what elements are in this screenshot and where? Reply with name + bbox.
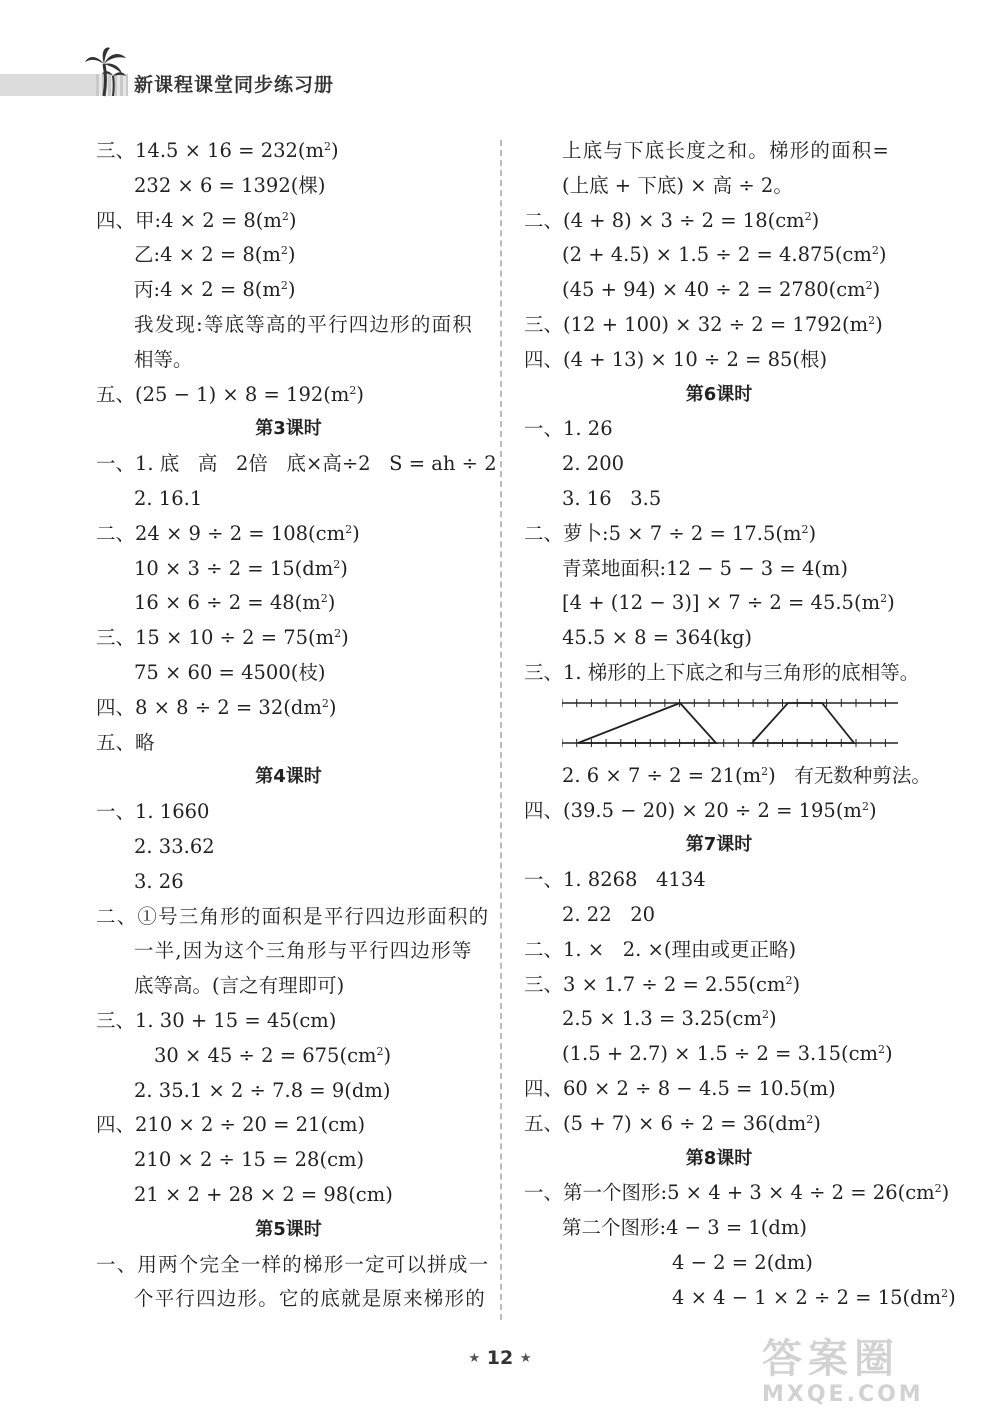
answer-text: 第3课时 (255, 418, 322, 440)
answer-text-tail: ) (948, 1285, 956, 1309)
answer-text: 二、①号三角形的面积是平行四边形面积的 (96, 904, 490, 928)
answer-text: 75 × 60 = 4500(枝) (134, 660, 326, 684)
lesson-heading (96, 412, 481, 447)
answer-text: 我发现:等底等高的平行四边形的面积 (134, 312, 473, 336)
answer-text-tail: ) (868, 798, 877, 822)
answer-text: 四、60 × 2 ÷ 8 − 4.5 = 10.5(m) (524, 1076, 836, 1100)
answer-text: 4 − 2 = 2(dm) (672, 1250, 813, 1274)
superscript: 2 (806, 1112, 814, 1126)
answer-text-tail: ) (287, 243, 296, 267)
answer-line (96, 134, 481, 169)
column-divider (500, 140, 502, 1320)
answer-text: 二、1. × 2. ×(理由或更正略) (524, 937, 797, 961)
answer-line (524, 552, 914, 587)
answer-text: 16 × 6 ÷ 2 = 48(m (134, 591, 321, 615)
answer-line (524, 1072, 914, 1107)
answer-text: 一半,因为这个三角形与平行四边形等 (134, 939, 473, 963)
answer-text: 30 × 45 ÷ 2 = 675(cm (154, 1043, 377, 1067)
answer-line (96, 238, 481, 273)
answer-line (524, 308, 914, 343)
answer-line (524, 1211, 914, 1246)
answer-line (96, 900, 490, 935)
answer-text: 三、1. 30 + 15 = 45(cm) (96, 1008, 337, 1032)
answer-text: 一、1. 26 (524, 417, 613, 441)
answer-line (96, 1074, 481, 1109)
answer-line (96, 1039, 481, 1074)
superscript: 2 (934, 1182, 942, 1196)
superscript: 2 (281, 209, 289, 223)
superscript: 2 (280, 279, 288, 293)
superscript: 2 (868, 313, 876, 327)
answer-text: 三、14.5 × 16 = 232(m (96, 139, 325, 162)
superscript: 2 (804, 209, 812, 223)
answer-text-tail: ) (356, 382, 364, 406)
answer-line (96, 308, 481, 343)
answer-line (96, 1248, 490, 1283)
star-icon: ★ (468, 1351, 481, 1366)
answer-line (96, 1004, 481, 1039)
answer-text: 底等高。(言之有理即可) (134, 974, 345, 998)
answer-text-tail: ) (327, 591, 336, 615)
answer-line (96, 517, 481, 552)
answer-line (96, 482, 481, 517)
answer-line (524, 586, 914, 621)
answer-text: 一、1. 1660 (96, 800, 210, 824)
answer-text: 2. 35.1 × 2 ÷ 7.8 = 9(dm) (134, 1078, 391, 1102)
answer-line (524, 482, 914, 517)
answer-text-tail: ) 有无数种剪法。 (768, 763, 931, 787)
lesson-heading (524, 1142, 914, 1177)
answer-line (524, 898, 914, 933)
lesson-heading (96, 1213, 481, 1248)
answer-line (524, 343, 914, 378)
answer-text-tail: ) (768, 1007, 777, 1031)
answer-text: 一、1. 底 高 2倍 底×高÷2 S = ah ÷ 2 (96, 452, 497, 476)
answer-text: 相等。 (134, 347, 193, 371)
answer-line (96, 969, 481, 1004)
answer-text: 四、210 × 2 ÷ 20 = 21(cm) (96, 1113, 366, 1137)
answer-text: 3. 26 (134, 869, 184, 893)
answer-text: 2. 22 20 (562, 902, 656, 926)
answer-line (524, 134, 914, 169)
answer-text: 第6课时 (685, 383, 753, 405)
answer-text: 四、(4 + 13) × 10 ÷ 2 = 85(根) (524, 347, 828, 371)
answer-text: 个平行四边形。它的底就是原来梯形的 (134, 1287, 486, 1311)
answer-text: 232 × 6 = 1392(棵) (134, 173, 326, 197)
answer-text-tail: ) (872, 278, 881, 302)
superscript: 2 (861, 799, 869, 813)
answer-text: 第二个图形:4 − 3 = 1(dm) (562, 1216, 807, 1240)
answer-text: 四、8 × 8 ÷ 2 = 32(dm (96, 695, 322, 719)
answer-text-tail: ) (887, 591, 895, 615)
answer-text: 2.5 × 1.3 = 3.25(cm (562, 1007, 762, 1031)
answer-text-tail: ) (885, 1042, 893, 1066)
answer-text-tail: ) (813, 1111, 821, 1135)
answer-text-tail: ) (340, 556, 348, 580)
answer-line (524, 1037, 914, 1072)
answer-text: 四、甲:4 × 2 = 8(m (96, 208, 282, 232)
answer-text-tail: ) (352, 521, 360, 545)
answer-line (96, 552, 481, 587)
answer-line (96, 865, 481, 900)
trapezoid-triangle-figure (562, 695, 914, 757)
answer-text: 第7课时 (685, 834, 753, 856)
superscript: 2 (345, 522, 353, 536)
page-number-value: 12 (486, 1347, 514, 1369)
answer-line (96, 1108, 481, 1143)
answer-line (96, 934, 481, 969)
trapezoid-shape (752, 703, 854, 743)
answer-text: 三、15 × 10 ÷ 2 = 75(m (96, 626, 335, 650)
answer-line (524, 169, 914, 204)
answer-line (96, 169, 481, 204)
answer-text: 上底与下底长度之和。梯形的面积= (562, 139, 891, 162)
answer-line (96, 726, 481, 761)
answer-line (524, 656, 920, 691)
superscript: 2 (785, 973, 793, 987)
answer-line (524, 863, 914, 898)
answer-line (524, 794, 914, 829)
header-stripe-solid (0, 74, 96, 96)
book-title: 新课程课堂同步练习册 (128, 72, 340, 98)
lesson-heading (524, 828, 914, 863)
answer-line (524, 759, 931, 794)
lesson-heading (96, 760, 481, 795)
answer-line (524, 412, 914, 447)
answer-line (96, 378, 481, 413)
answer-text: 青菜地面积:12 − 5 − 3 = 4(m) (562, 556, 849, 580)
answer-text: 乙:4 × 2 = 8(m (134, 243, 281, 267)
figure-svg (562, 695, 898, 757)
answer-line (524, 517, 914, 552)
answer-text: 第5课时 (255, 1218, 322, 1240)
answer-text: (1.5 + 2.7) × 1.5 ÷ 2 = 3.15(cm (562, 1042, 879, 1066)
superscript: 2 (280, 244, 288, 258)
answer-text-tail: ) (287, 278, 296, 302)
answer-text-tail: ) (331, 139, 339, 162)
superscript: 2 (349, 383, 357, 397)
triangle-shape (578, 703, 716, 743)
answer-line (524, 933, 914, 968)
answer-line (96, 1282, 486, 1317)
answer-line (96, 204, 481, 239)
superscript: 2 (880, 592, 888, 606)
answer-text: 五、(25 − 1) × 8 = 192(m (96, 382, 350, 406)
answer-text: (45 + 94) × 40 ÷ 2 = 2780(cm (562, 278, 866, 302)
superscript: 2 (761, 764, 769, 778)
answer-text: 21 × 2 + 28 × 2 = 98(cm) (134, 1182, 393, 1206)
answer-text: (2 + 4.5) × 1.5 ÷ 2 = 4.875(cm (562, 243, 872, 267)
superscript: 2 (324, 140, 332, 153)
superscript: 2 (878, 1043, 886, 1057)
answer-text: 二、(4 + 8) × 3 ÷ 2 = 18(cm (524, 208, 805, 232)
answer-text: 一、用两个完全一样的梯形一定可以拼成一 (96, 1252, 490, 1276)
answer-text: 3. 16 3.5 (562, 486, 662, 510)
answer-text: 45.5 × 8 = 364(kg) (562, 626, 753, 650)
answer-line (96, 447, 497, 482)
answer-text: 二、24 × 9 ÷ 2 = 108(cm (96, 521, 346, 545)
answer-text: 第8课时 (685, 1147, 753, 1169)
answer-line (524, 273, 914, 308)
superscript: 2 (941, 1286, 949, 1300)
answer-text: 一、第一个图形:5 × 4 + 3 × 4 ÷ 2 = 26(cm (524, 1181, 935, 1205)
answer-line (524, 621, 914, 656)
answer-line (524, 447, 914, 482)
answer-line (96, 691, 481, 726)
answer-text: 四、(39.5 − 20) × 20 ÷ 2 = 195(m (524, 798, 862, 822)
answer-text: [4 + (12 − 3)] × 7 ÷ 2 = 45.5(m (562, 591, 881, 615)
answer-line (96, 343, 481, 378)
answer-text: 2. 33.62 (134, 834, 215, 858)
answer-text-tail: ) (792, 972, 801, 996)
answer-text-tail: ) (808, 521, 817, 545)
palm-tree-icon (84, 46, 128, 98)
answer-text: 2. 16.1 (134, 486, 203, 510)
answer-text: 五、(5 + 7) × 6 ÷ 2 = 36(dm (524, 1111, 807, 1135)
answer-text: 二、萝卜:5 × 7 ÷ 2 = 17.5(m (524, 521, 802, 545)
star-icon: ★ (519, 1351, 532, 1366)
superscript: 2 (334, 627, 342, 641)
answer-text-tail: ) (288, 208, 297, 232)
superscript: 2 (871, 244, 879, 258)
answer-line (524, 238, 914, 273)
answer-text-tail: ) (341, 626, 349, 650)
answer-text-tail: ) (875, 312, 883, 336)
answer-line (96, 586, 481, 621)
answer-text-tail: ) (328, 695, 337, 719)
answer-text: (上底 + 下底) × 高 ÷ 2。 (562, 173, 793, 197)
watermark (762, 1336, 972, 1416)
answer-line (96, 830, 481, 865)
answer-text: 三、3 × 1.7 ÷ 2 = 2.55(cm (524, 972, 786, 996)
right-column (524, 134, 956, 1316)
superscript: 2 (801, 522, 809, 536)
answer-line (96, 795, 481, 830)
answer-line (524, 1002, 914, 1037)
answer-line (524, 968, 914, 1003)
left-column (96, 134, 497, 1317)
answer-line (524, 1281, 956, 1316)
lesson-heading (524, 378, 914, 413)
answer-line (524, 1246, 914, 1281)
superscript: 2 (865, 279, 873, 293)
answer-text: 三、(12 + 100) × 32 ÷ 2 = 1792(m (524, 312, 869, 336)
answer-line (96, 273, 481, 308)
watermark-top: 答案圈 (762, 1336, 900, 1382)
answer-text: 2. 200 (562, 452, 625, 476)
answer-line (96, 1178, 481, 1213)
answer-text: 第4课时 (255, 766, 322, 788)
answer-text: 三、1. 梯形的上下底之和与三角形的底相等。 (524, 660, 920, 684)
answer-text-tail: ) (941, 1181, 950, 1205)
answer-text: 4 × 4 − 1 × 2 ÷ 2 = 15(dm (672, 1285, 942, 1309)
superscript: 2 (320, 592, 328, 606)
answer-line (96, 656, 481, 691)
answer-line (524, 1107, 914, 1142)
answer-text-tail: ) (383, 1043, 392, 1067)
answer-text-tail: ) (878, 243, 887, 267)
answer-text: 五、略 (96, 730, 155, 754)
superscript: 2 (761, 1008, 769, 1022)
answer-text: 一、1. 8268 4134 (524, 868, 706, 892)
answer-text: 丙:4 × 2 = 8(m (134, 278, 281, 302)
superscript: 2 (321, 696, 329, 710)
superscript: 2 (376, 1044, 384, 1058)
answer-text: 10 × 3 ÷ 2 = 15(dm (134, 556, 334, 580)
answer-text: 2. 6 × 7 ÷ 2 = 21(m (562, 763, 762, 787)
answer-text-tail: ) (811, 208, 820, 232)
answer-line (96, 621, 481, 656)
answer-line (524, 204, 914, 239)
answer-line (96, 1143, 481, 1178)
answer-line (524, 1176, 950, 1211)
answer-text: 210 × 2 ÷ 15 = 28(cm) (134, 1148, 365, 1172)
watermark-bottom: MXQE.COM (762, 1382, 924, 1407)
superscript: 2 (333, 557, 341, 571)
